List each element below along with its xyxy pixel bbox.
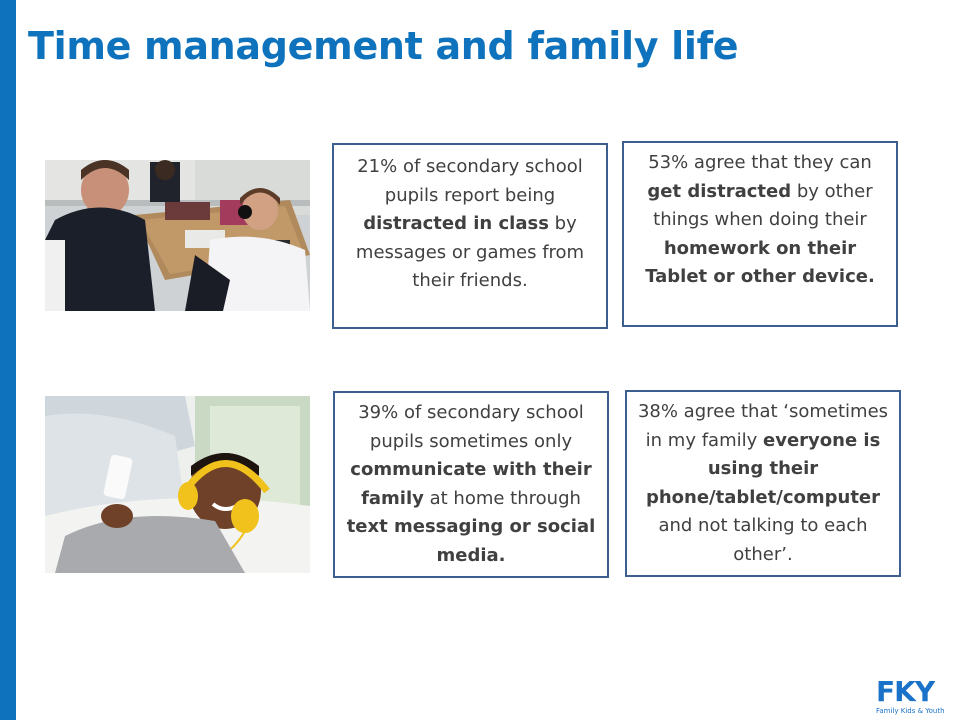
stat-text: and not talking to each other’. (658, 515, 868, 565)
stat-text: by messages or games from their friends. (355, 213, 585, 292)
stat-emphasis-text: distracted in class (363, 213, 549, 235)
fky-logo (876, 675, 958, 718)
left-accent-bar (0, 0, 16, 720)
stat-box-distracted-in-class (332, 143, 608, 329)
stat-text: 53% agree that they can (648, 152, 872, 173)
stat-box-family-devices (625, 390, 901, 577)
stat-text: by other things when doing their (653, 180, 873, 231)
logo-tagline: Family Kids & Youth (876, 707, 945, 715)
stat-emphasis-text: get distracted (647, 180, 792, 202)
logo-wordmark: FKY (876, 675, 935, 708)
stat-text: at home through (423, 487, 581, 509)
stat-emphasis-text: homework on their Tablet or other device. (645, 237, 875, 288)
page-title: Time management and family life (28, 24, 739, 68)
stat-text: 38% agree that ‘sometimes in my family (637, 401, 889, 451)
stat-emphasis-text: everyone is using their phone/tablet/computer (645, 429, 881, 508)
stat-text: 21% of secondary school pupils report being (357, 156, 583, 206)
stat-emphasis-text: communicate with their family (350, 459, 592, 509)
stat-box-homework-distraction (622, 141, 898, 327)
classroom-photo (45, 160, 310, 311)
boy-with-phone-photo (45, 396, 310, 573)
stat-box-family-communication (333, 391, 609, 578)
stat-emphasis-text: text messaging or social media. (346, 516, 596, 566)
stat-text: 39% of secondary school pupils sometimes only (358, 402, 584, 452)
